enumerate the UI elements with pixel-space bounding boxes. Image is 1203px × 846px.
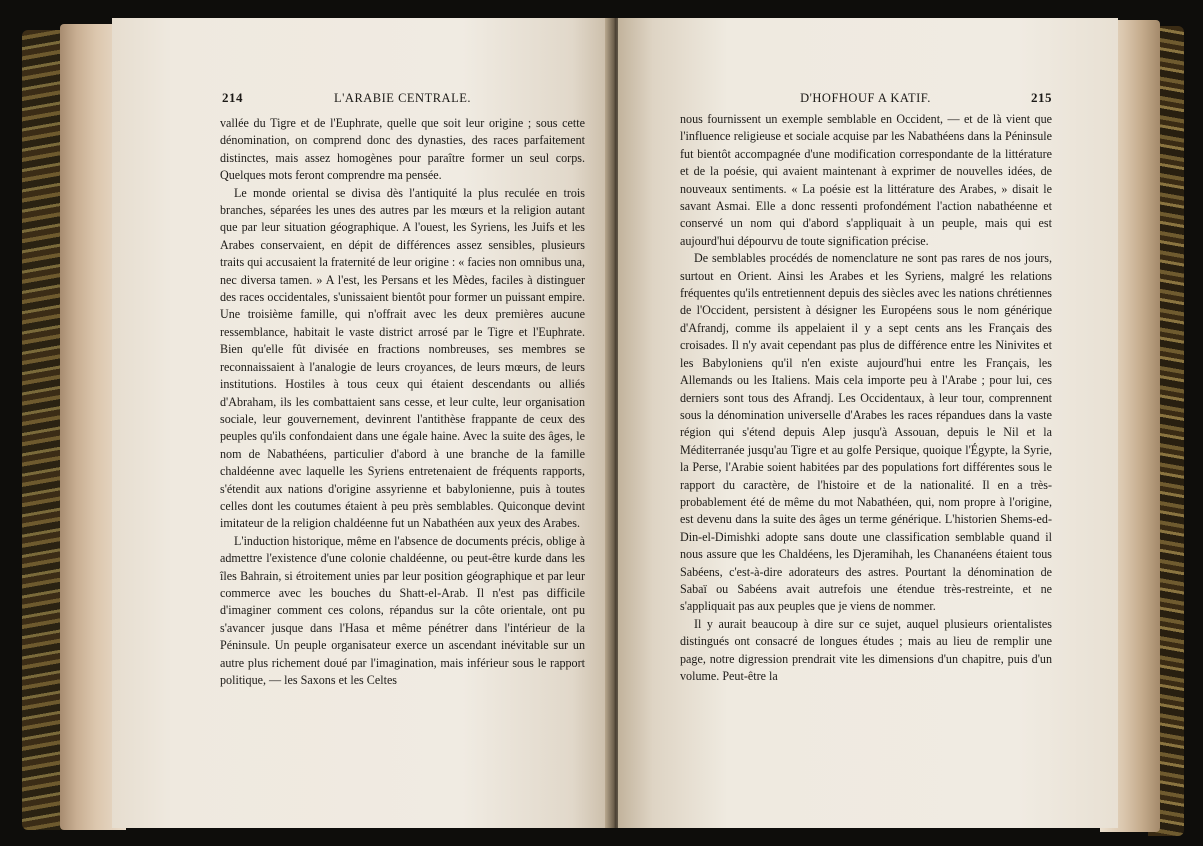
paragraph: nous fournissent un exemple semblable en Occident, — et de là vient que l'influence religieuse et sociale acquise par les Nabathéens dans la Péninsule fut bientôt accompagnée d'une modification correspondante de la littérature et de la poésie, qui avaient maintenant à exprimer de nouvelles idées, de nouveaux sentiments. « La poésie est la littérature des Arabes, » disait le savant Asmai. Elle a donc ressenti profondément l'action nabathéenne et conservé un nom qui d'abord s'appliquait à un peuple, mais qui est aujourd'hui dépourvu de toute signification précise. — [680, 112, 1052, 248]
page-number: 214 — [222, 90, 243, 105]
left-page — [112, 18, 612, 828]
paragraph: Il y aurait beaucoup à dire sur ce sujet, auquel plusieurs orientalistes distingués ont consacré de longues études ; mais au lieu de remplir une page, notre digression prendrait vite les dimensions d'un chapitre, puis d'un volume. Peut-être la — [680, 616, 1052, 683]
right-body-text — [680, 111, 1052, 685]
right-running-head — [680, 90, 1052, 110]
paragraph: L'induction historique, même en l'absence de documents précis, oblige à admettre l'existence d'une colonie chaldéenne, ou peut-être kurde dans les îles Bahrain, si étroitement unies par leur position géographique et par leur commerce avec les bouches du Shatt-el-Arab. Il n'est pas difficile d'imaginer comment ces colons, répandus sur la côte orientale, ont pu s'avancer jusque dans l'Hasa et même pénétrer dans l'intérieur de la Péninsule. Un peuple organisateur exerce un ascendant inévitable sur un autre plus richement doué par l'imagination, mais inférieur sous le rapport politique, — les Saxons et les Celtes — [220, 533, 585, 687]
left-body-text — [220, 115, 585, 689]
running-head-title: D'HOFHOUF A KATIF. — [800, 91, 931, 105]
paragraph: Le monde oriental se divisa dès l'antiquité la plus reculée en trois branches, séparées les unes des autres par les mœurs et la religion autant que par leur situation géographique. A l'ouest, les Syriens, les Juifs et les Arabes conservaient, en dépit de différences assez sensibles, plusieurs traits qui accusaient la fraternité de leur origine : « facies non omnibus una, nec diversa tamen. » A l'est, les Persans et les Mèdes, faciles à distinguer des races occidentales, s'unissaient bientôt pour former un puissant empire. Une troisième famille, qui n'offrait avec les deux premières aucune ressemblance, habitait le vaste district arrosé par le Tigre et l'Euphrate. Bien qu'elle fût divisée en fractions nombreuses, ses membres se reconnaissaient à l'analogie de leurs croyances, de leurs mœurs, de leurs institutions. Hostiles à tous ceux qui étaient descendants ou alliés d'Abraham, ils les combattaient sans cesse, et leur culte, leur organisation sociale, leur gouvernement, devinrent l'antithèse frappante de ceux des peuples qu'ils confondaient dans une égale haine. Avec la suite des âges, le nom de Nabathéens, particulier d'abord à une branche de la famille chaldéenne avec laquelle les Syriens entretenaient de fréquents rapports, s'étendit aux nations d'origine assyrienne et babylonienne, puis à toutes celles dont les coutumes étaient à peu près semblables. Quiconque devint imitateur de la religion chaldéenne fut un Nabathéen aux yeux des Arabes. — [220, 185, 585, 531]
left-running-head — [222, 90, 582, 110]
page-number: 215 — [1030, 90, 1052, 105]
paragraph: vallée du Tigre et de l'Euphrate, quelle que soit leur origine ; sous cette dénomination, on comprend donc des dynasties, des races parfaitement distinctes, mais assez homogènes pour paraître former un seul corps. Quelques mots feront comprendre ma pensée. — [220, 116, 585, 183]
running-head-title: L'ARABIE CENTRALE. — [334, 91, 471, 105]
right-page — [618, 18, 1118, 828]
paragraph: De semblables procédés de nomenclature ne sont pas rares de nos jours, surtout en Orient. Ainsi les Arabes et les Syriens, malgré les relations fréquentes qu'ils entretiennent depuis des siècles avec les nations chrétiennes de l'Occident, persistent à désigner les Européens sous le nom générique d'Afrandj, comme ils appelaient il y a sept cents ans les Français des croisades. Il n'y avait cependant pas plus de différence entre les Ninivites et les Babyloniens qu'il n'en existe aujourd'hui entre les Français, les Allemands ou les Italiens. Mais cela importe peu à l'Arabe ; pour lui, ces derniers sont tous des Afrandj. Les Occidentaux, à leur tour, comprennent sous la dénomination universelle d'Arabes les races répandues dans la vaste région qui s'étend depuis Alep jusqu'à Assouan, depuis le Nil et la Méditerranée jusqu'au Tigre et au golfe Persique, quoique l'Égypte, la Syrie, la Perse, l'Arabie soient habitées par des populations fort différentes sous le rapport du caractère, de l'histoire et de la nationalité. Il en a très-probablement été de même du mot Nabathéen, qui, nom propre à l'origine, est devenu dans la suite des âges un terme générique. L'historien Shems-ed-Din-el-Dimishki adopte sans doute une classification semblable quand il nous assure que les Chaldéens, les Djeramihah, les Chananéens étaient tous Sabéens, c'est-à-dire adorateurs des astres. Pourtant la dénomination de Sabaï ou Sabéens avait autrefois une étendue très-restreinte, et ne s'appliquait pas aux peuples que je viens de nommer. — [680, 251, 1052, 614]
